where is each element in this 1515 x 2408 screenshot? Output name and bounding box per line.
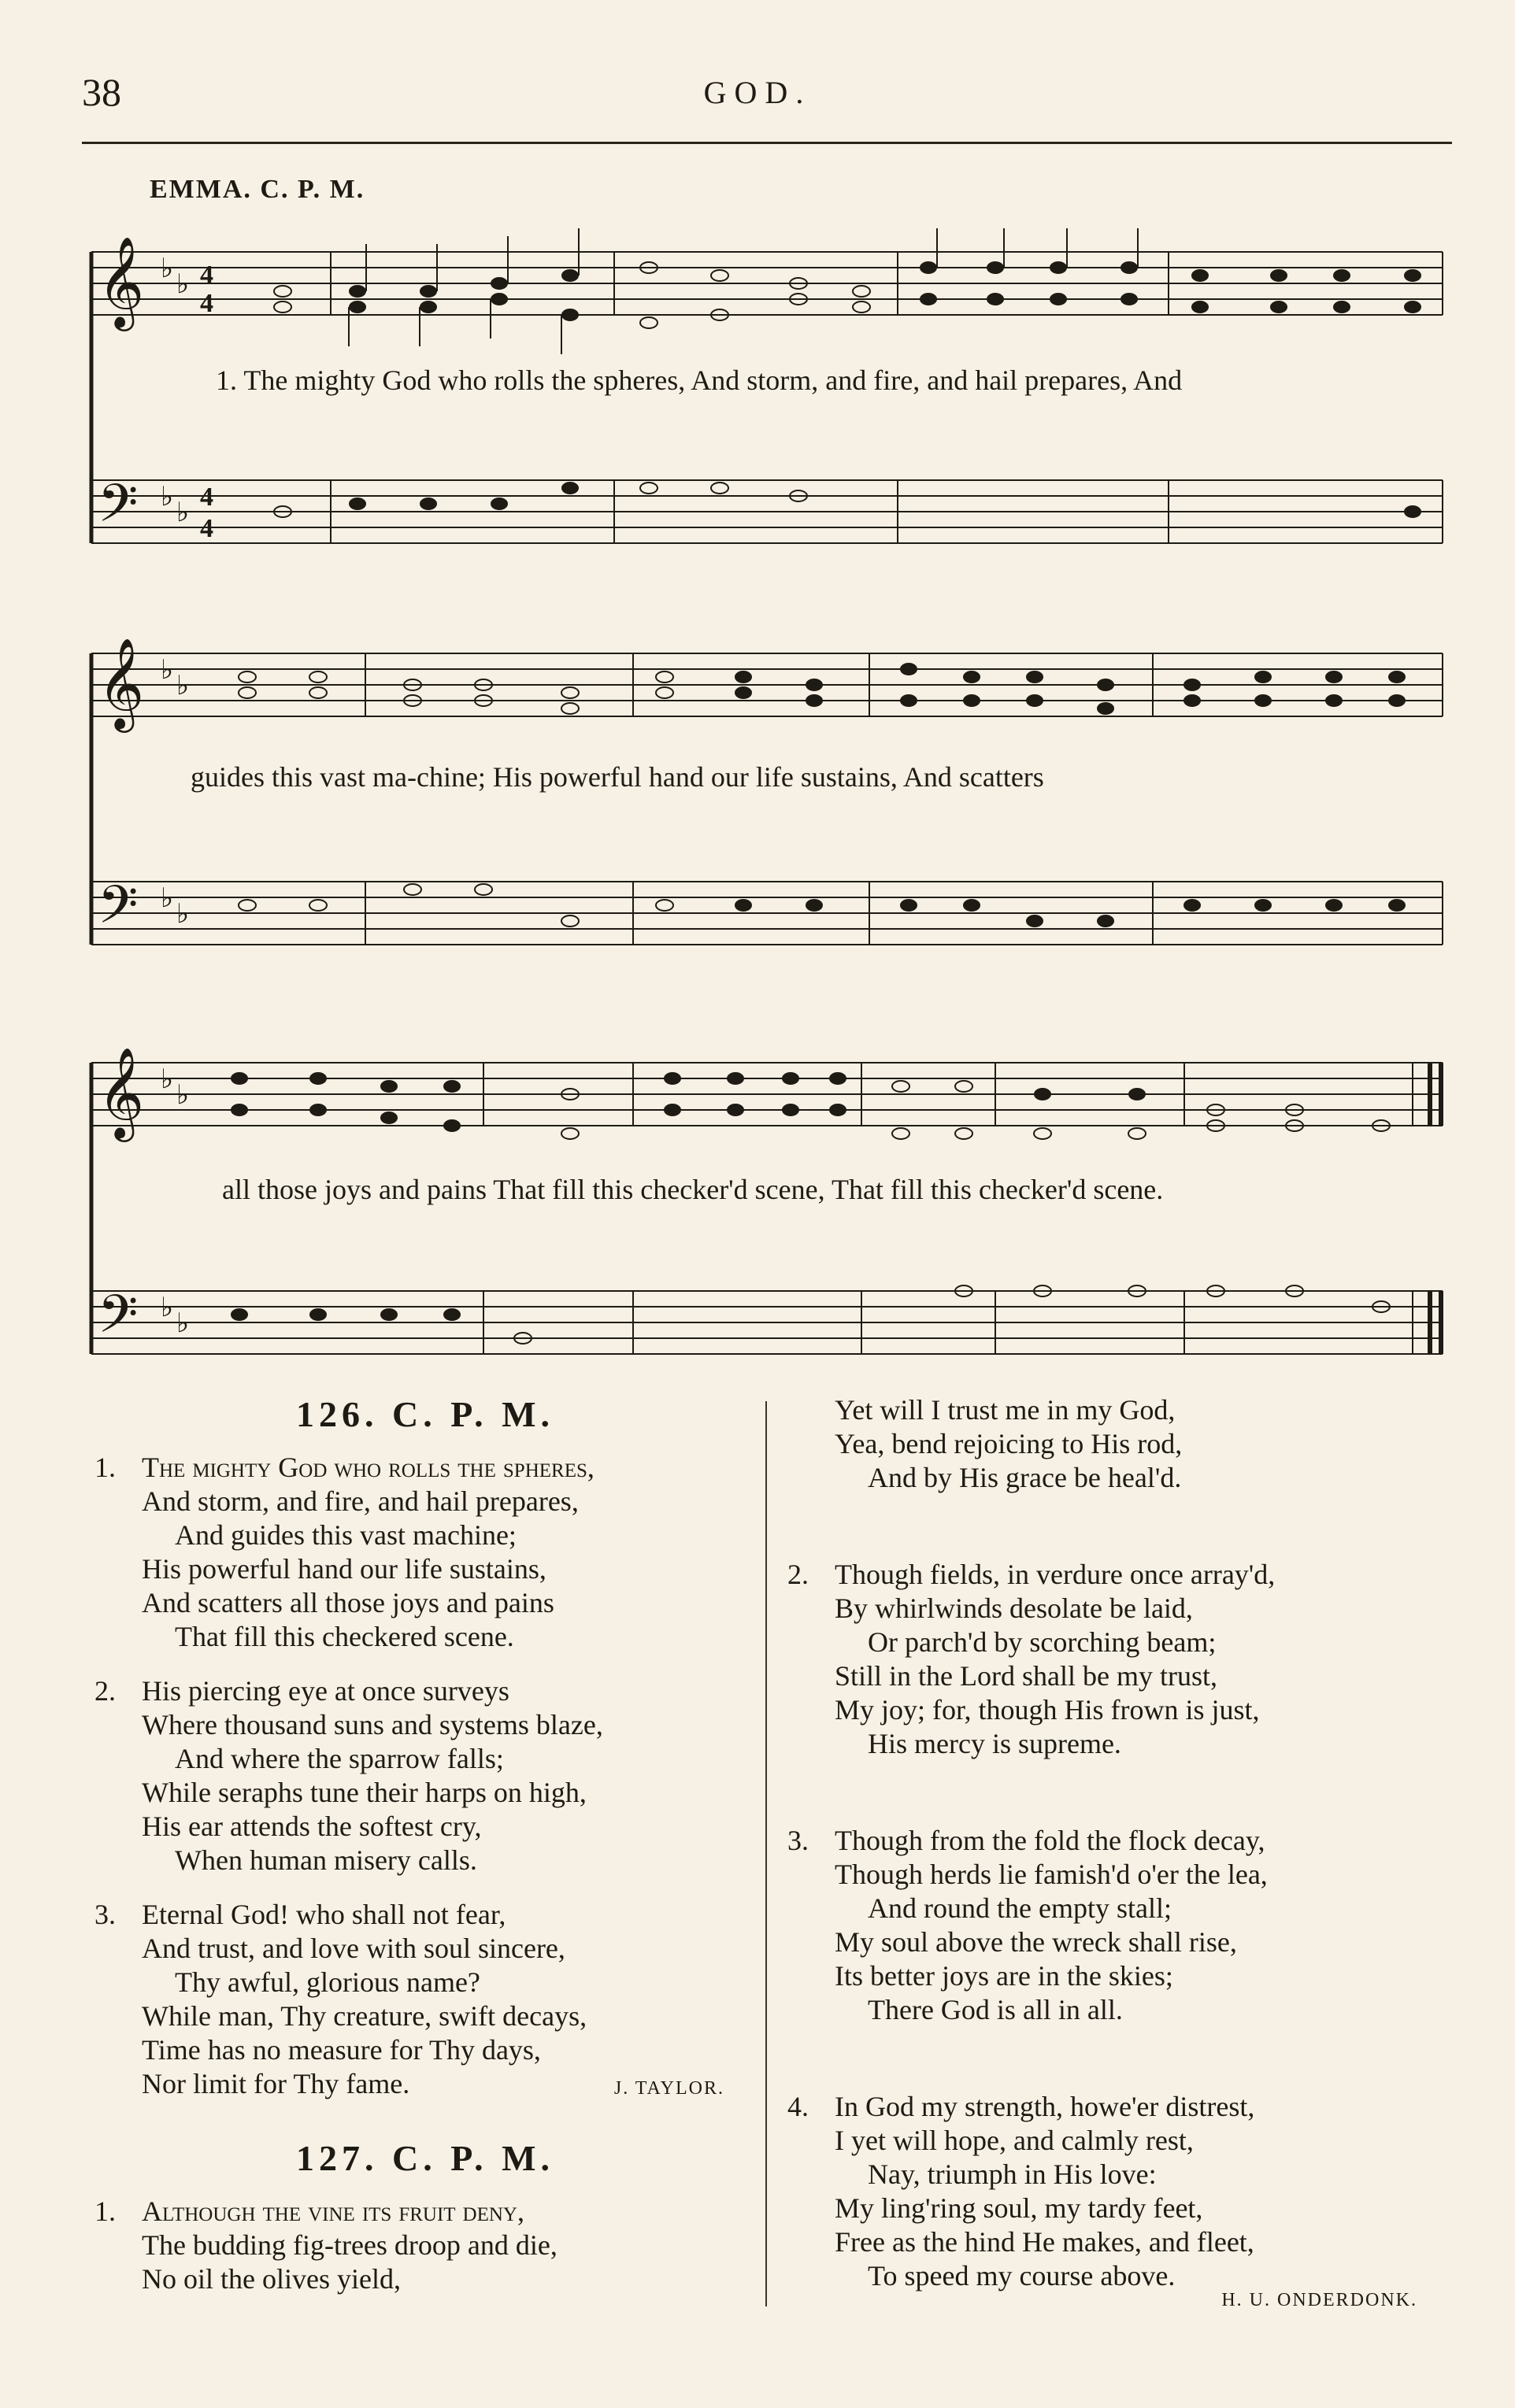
hymn-126-stanza-2: 2. His piercing eye at once surveys Where thousand suns and systems blaze, And where the sparrow falls; While seraphs tune their harps on high, His ear attends the softest cry, When human misery calls. [94, 1675, 603, 1876]
tune-name: EMMA. C. P. M. [150, 175, 365, 204]
hymn-126-stanza-3: 3. Eternal God! who shall not fear, And trust, and love with soul sincere, Thy awful, glorious name? While man, Thy creature, swift decays, Time has no measure for Thy days, Nor limit for Thy fame. J. TAYLOR. [94, 1898, 756, 2106]
lyric-line-3: all those joys and pains That fill this checker'd scene, That fill this checker'd scene. [222, 1174, 1164, 1205]
hymn-127-meter: C. P. M. [391, 2138, 554, 2178]
svg-text:♭: ♭ [161, 1065, 174, 1094]
hymn-127-stanza-4: 4. In God my strength, howe'er distrest, I yet will hope, and calmly rest, Nay, triumph in His love: My ling'ring soul, my tardy feet, Free as the hind He makes, and fleet, To speed my course above. H. U. ONDERDONK. [787, 2091, 1417, 2310]
bass-staff-1 [91, 480, 1443, 543]
text-column-left [94, 1393, 756, 2317]
score-system-2 [82, 622, 1452, 984]
hymn-126-heading [94, 1393, 756, 1435]
hymn-126-number: 126. [295, 1394, 379, 1434]
hymn-126-meter: C. P. M. [391, 1394, 554, 1434]
header-rule [82, 142, 1452, 144]
hymn-126-stanza-1: 1. The mighty God who rolls the spheres, And storm, and fire, and hail prepares, And guides this vast machine; His powerful hand our life sustains, And scatters all those joys and pains That fill this checkered scene. [94, 1452, 595, 1652]
svg-text:4: 4 [200, 261, 213, 290]
svg-text:♭: ♭ [161, 483, 174, 512]
hymn-127-author: H. U. ONDERDONK. [1221, 2290, 1417, 2310]
running-title: GOD. [703, 75, 812, 110]
hymn-127-stanza-2: 2. Though fields, in verdure once array'd, By whirlwinds desolate be laid, Or parch'd by scorching beam; Still in the Lord shall be my trust, My joy; for, though His frown is just, His mercy is supreme. [787, 1559, 1276, 1759]
hymn-127-stanza-1-part-1: 1. Although the vine its fruit deny, The budding fig-trees droop and die, No oil the olives yield, [94, 2195, 557, 2295]
svg-text:4: 4 [200, 514, 213, 543]
svg-text:♭: ♭ [161, 884, 174, 913]
treble-staff-1 [91, 252, 1443, 315]
text-column-right [787, 1393, 1441, 2332]
hymn-127-stanza-3: 3. Though from the fold the flock decay, Though herds lie famish'd o'er the lea, And round the empty stall; My soul above the wreck shall rise, Its better joys are in the skies; There God is all in all. [787, 1825, 1268, 2025]
svg-text:♭: ♭ [176, 498, 190, 527]
music-system-1 [82, 228, 1452, 567]
svg-text:𝄞: 𝄞 [98, 1046, 145, 1138]
lyric-line-1: 1. The mighty God who rolls the spheres, And storm, and fire, and hail prepares, And [216, 364, 1183, 396]
column-divider [765, 1401, 767, 2306]
svg-text:4: 4 [200, 289, 213, 318]
score-system-1 [82, 228, 1452, 567]
hymn-127-number: 127. [295, 2138, 379, 2178]
svg-text:♭: ♭ [176, 1309, 190, 1338]
hymn-127-heading [94, 2137, 756, 2179]
page-header [0, 69, 1515, 124]
svg-text:♭: ♭ [161, 1293, 174, 1322]
svg-text:𝄞: 𝄞 [98, 637, 145, 729]
svg-text:♭: ♭ [176, 671, 190, 701]
music-system-2 [82, 622, 1452, 984]
svg-text:𝄞: 𝄞 [98, 235, 145, 327]
svg-text:♭: ♭ [161, 656, 174, 685]
svg-text:♭: ♭ [176, 270, 190, 299]
svg-text:4: 4 [200, 483, 213, 512]
stems-1 [349, 228, 1138, 354]
svg-text:♭: ♭ [176, 900, 190, 929]
hymn-127-stanza-1-part-2: Yet will I trust me in my God, Yea, bend rejoicing to His rod, And by His grace be heal'd. [835, 1394, 1183, 1493]
svg-text:♭: ♭ [161, 254, 174, 283]
svg-text:♭: ♭ [176, 1081, 190, 1110]
svg-text:𝄢: 𝄢 [98, 875, 139, 948]
svg-text:𝄢: 𝄢 [98, 473, 139, 546]
music-system-3 [82, 1023, 1452, 1370]
lyric-line-2: guides this vast ma-chine; His powerful hand our life sustains, And scatters [191, 761, 1044, 793]
page-number: 38 [82, 70, 121, 114]
hymn-126-author: J. TAYLOR. [613, 2078, 724, 2099]
svg-text:𝄢: 𝄢 [98, 1284, 139, 1357]
